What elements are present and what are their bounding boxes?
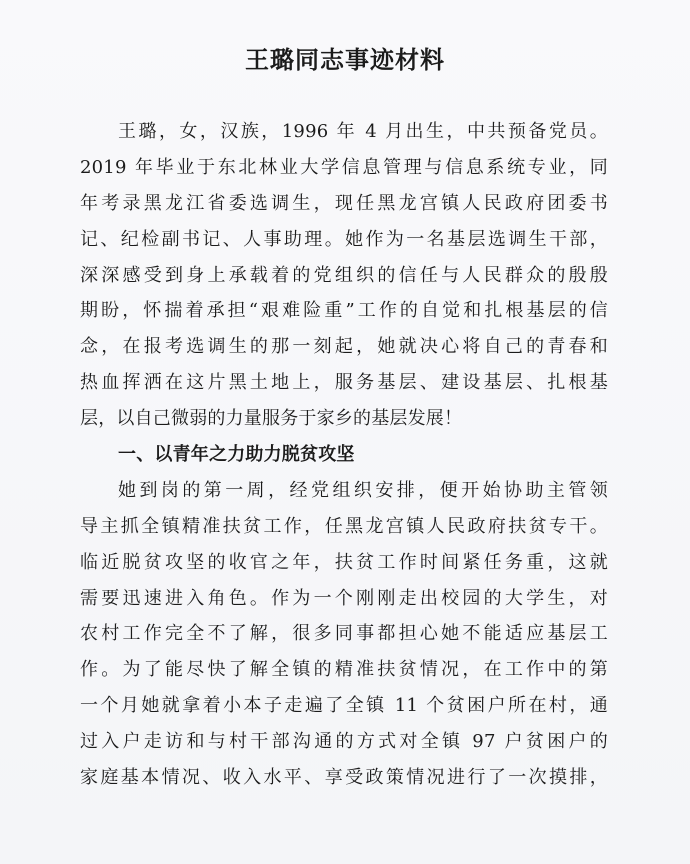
paragraph-line: 念，在报考选调生的那一刻起，她就决心将自己的青春和 (80, 336, 608, 358)
paragraph-line: 年考录黑龙江省委选调生，现任黑龙宫镇人民政府团委书 (80, 192, 608, 214)
paragraph-line: 她到岗的第一周，经党组织安排，便开始协助主管领 (118, 479, 608, 501)
paragraph-line: 导主抓全镇精准扶贫工作，任黑龙宫镇人民政府扶贫专干。 (80, 515, 608, 537)
paragraph-line: 层，以自己微弱的力量服务于家乡的基层发展！ (80, 408, 463, 430)
document-title: 王璐同志事迹材料 (245, 46, 445, 74)
paragraph-line: 2019 年毕业于东北林业大学信息管理与信息系统专业，同 (80, 156, 608, 178)
paragraph-line: 热血挥洒在这片黑土地上，服务基层、建设基层、扎根基 (80, 372, 608, 394)
paragraph-line: 深深感受到身上承载着的党组织的信任与人民群众的殷殷 (80, 264, 608, 286)
paragraph-line: 期盼，怀揣着承担“艰难险重”工作的自觉和扎根基层的信 (80, 300, 608, 322)
paragraph-line: 临近脱贫攻坚的收官之年，扶贫工作时间紧任务重，这就 (80, 551, 608, 573)
paragraph-line: 过入户走访和与村干部沟通的方式对全镇 97 户贫困户的 (80, 731, 608, 753)
paragraph-line: 农村工作完全不了解，很多同事都担心她不能适应基层工 (80, 623, 608, 645)
paragraph-line: 作。为了能尽快了解全镇的精准扶贫情况，在工作中的第 (80, 659, 608, 681)
paragraph-line: 需要迅速进入角色。作为一个刚刚走出校园的大学生，对 (80, 587, 608, 609)
section-heading: 一、以青年之力助力脱贫攻坚 (118, 444, 355, 466)
paragraph-line: 王璐，女，汉族，1996 年 4 月出生，中共预备党员。 (118, 121, 608, 142)
paragraph-line: 记、纪检副书记、人事助理。她作为一名基层选调生干部， (80, 228, 608, 250)
paragraph-line: 一个月她就拿着小本子走遍了全镇 11 个贫困户所在村，通 (80, 695, 608, 717)
paragraph-line: 家庭基本情况、收入水平、享受政策情况进行了一次摸排， (80, 767, 608, 789)
document-body (80, 114, 608, 796)
